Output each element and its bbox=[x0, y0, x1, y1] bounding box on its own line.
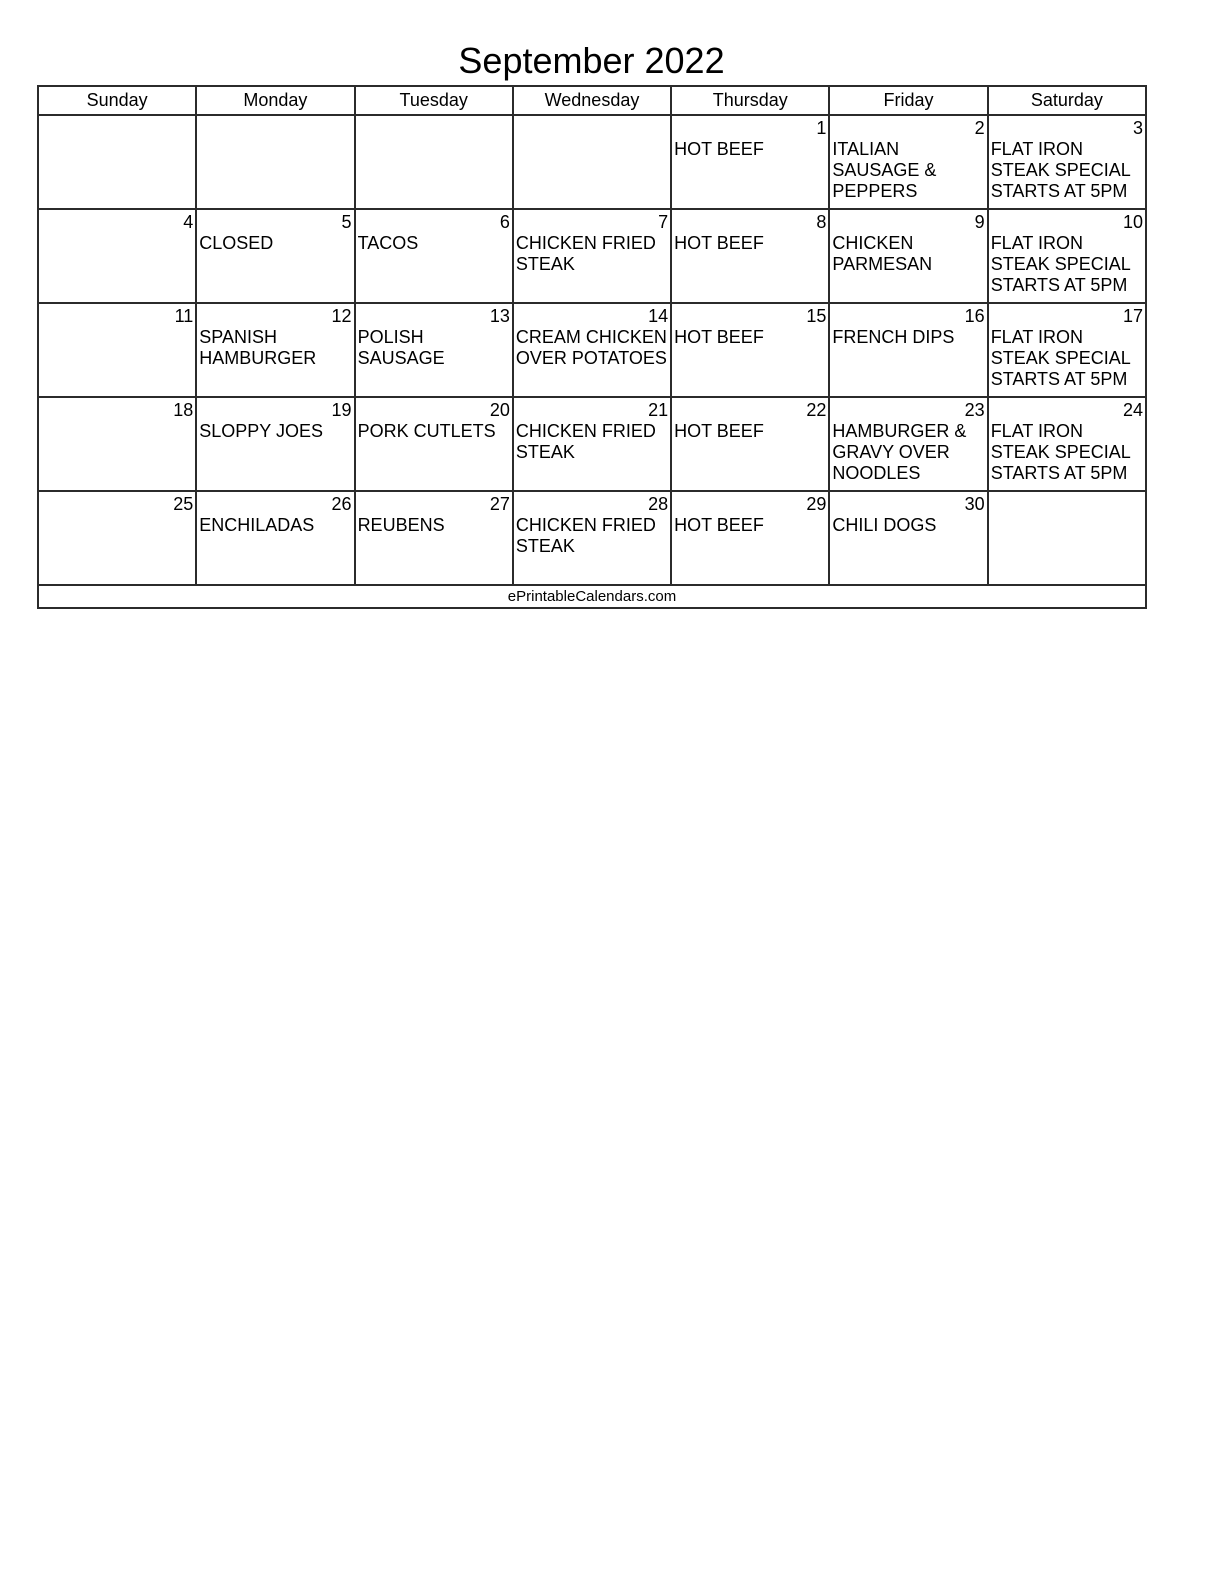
meal-entry: FLAT IRON STEAK SPECIAL STARTS AT 5PM bbox=[990, 421, 1131, 483]
day-cell-thursday bbox=[671, 303, 829, 397]
day-cell-wednesday bbox=[513, 397, 671, 491]
meal-entry: SLOPPY JOES bbox=[199, 421, 324, 441]
day-number: 10 bbox=[1122, 212, 1143, 232]
day-number: 15 bbox=[806, 306, 827, 326]
week-row bbox=[38, 491, 1146, 585]
day-cell-sunday bbox=[38, 209, 196, 303]
day-cell-monday bbox=[196, 115, 354, 209]
day-number: 22 bbox=[806, 400, 827, 420]
day-cell-sunday bbox=[38, 491, 196, 585]
week-row bbox=[38, 303, 1146, 397]
meal-entry: REUBENS bbox=[357, 515, 445, 535]
meal-entry: CLOSED bbox=[199, 233, 274, 253]
day-cell-thursday bbox=[671, 397, 829, 491]
day-cell-thursday bbox=[671, 209, 829, 303]
meal-entry: PORK CUTLETS bbox=[357, 421, 496, 441]
meal-entry: HAMBURGER & GRAVY OVER NOODLES bbox=[832, 421, 967, 483]
day-number: 23 bbox=[964, 400, 985, 420]
day-number: 17 bbox=[1122, 306, 1143, 326]
meal-entry: HOT BEEF bbox=[674, 233, 764, 253]
day-number: 4 bbox=[183, 212, 194, 232]
footer-credit: ePrintableCalendars.com bbox=[38, 585, 1146, 608]
day-number: 11 bbox=[174, 306, 194, 326]
day-number: 30 bbox=[964, 494, 985, 514]
footer-row bbox=[38, 585, 1146, 608]
day-number: 3 bbox=[1132, 118, 1143, 138]
day-number bbox=[514, 116, 670, 139]
weekday-sunday: Sunday bbox=[38, 86, 196, 115]
meal-entry: FRENCH DIPS bbox=[832, 327, 955, 347]
day-cell-tuesday bbox=[355, 397, 513, 491]
day-cell-sunday bbox=[38, 397, 196, 491]
day-cell-monday bbox=[196, 303, 354, 397]
calendar-weeks bbox=[38, 115, 1146, 585]
day-number bbox=[39, 116, 195, 139]
day-number: 14 bbox=[648, 306, 669, 326]
day-cell-saturday bbox=[988, 397, 1146, 491]
day-cell-tuesday bbox=[355, 303, 513, 397]
day-number: 27 bbox=[489, 494, 510, 514]
meal-entry: CREAM CHICKEN OVER POTATOES bbox=[515, 327, 667, 368]
day-number: 1 bbox=[816, 118, 827, 138]
day-number: 2 bbox=[974, 118, 985, 138]
day-number: 12 bbox=[331, 306, 352, 326]
week-row bbox=[38, 397, 1146, 491]
day-cell-tuesday bbox=[355, 491, 513, 585]
day-cell-wednesday bbox=[513, 115, 671, 209]
day-cell-wednesday bbox=[513, 209, 671, 303]
day-number: 24 bbox=[1122, 400, 1143, 420]
day-number: 5 bbox=[341, 212, 352, 232]
day-cell-friday bbox=[829, 209, 987, 303]
day-number: 28 bbox=[648, 494, 669, 514]
day-number bbox=[197, 116, 353, 139]
day-number: 26 bbox=[331, 494, 352, 514]
day-cell-tuesday bbox=[355, 115, 513, 209]
day-number: 20 bbox=[489, 400, 510, 420]
meal-entry: CHICKEN FRIED STEAK bbox=[515, 233, 656, 274]
day-cell-saturday bbox=[988, 209, 1146, 303]
day-number: 18 bbox=[173, 400, 194, 420]
weekday-saturday: Saturday bbox=[988, 86, 1146, 115]
day-number: 8 bbox=[816, 212, 827, 232]
day-cell-monday bbox=[196, 491, 354, 585]
day-number: 7 bbox=[658, 212, 669, 232]
calendar-grid bbox=[37, 85, 1147, 609]
day-cell-sunday bbox=[38, 303, 196, 397]
day-number: 19 bbox=[331, 400, 352, 420]
day-number: 16 bbox=[964, 306, 985, 326]
meal-entry: FLAT IRON STEAK SPECIAL STARTS AT 5PM bbox=[990, 139, 1131, 201]
day-cell-saturday bbox=[988, 115, 1146, 209]
day-cell-thursday bbox=[671, 115, 829, 209]
day-cell-friday bbox=[829, 115, 987, 209]
day-number: 6 bbox=[499, 212, 510, 232]
meal-entry: ENCHILADAS bbox=[199, 515, 315, 535]
day-cell-friday bbox=[829, 397, 987, 491]
meal-entry: HOT BEEF bbox=[674, 421, 764, 441]
weekday-monday: Monday bbox=[196, 86, 354, 115]
meal-entry: HOT BEEF bbox=[674, 327, 764, 347]
day-cell-monday bbox=[196, 209, 354, 303]
day-number: 9 bbox=[974, 212, 985, 232]
meal-entry: ITALIAN SAUSAGE & PEPPERS bbox=[832, 139, 937, 201]
weekday-wednesday: Wednesday bbox=[513, 86, 671, 115]
page-title: September 2022 bbox=[458, 40, 725, 81]
day-number: 21 bbox=[648, 400, 669, 420]
day-number: 13 bbox=[489, 306, 510, 326]
week-row bbox=[38, 209, 1146, 303]
day-cell-tuesday bbox=[355, 209, 513, 303]
day-cell-monday bbox=[196, 397, 354, 491]
meal-entry: CHICKEN FRIED STEAK bbox=[515, 421, 656, 462]
meal-entry: FLAT IRON STEAK SPECIAL STARTS AT 5PM bbox=[990, 327, 1131, 389]
day-cell-friday bbox=[829, 491, 987, 585]
meal-entry: CHICKEN PARMESAN bbox=[832, 233, 933, 274]
day-number bbox=[356, 116, 512, 139]
day-number: 25 bbox=[173, 494, 194, 514]
meal-entry: POLISH SAUSAGE bbox=[357, 327, 445, 368]
week-row bbox=[38, 115, 1146, 209]
day-number bbox=[989, 492, 1145, 515]
day-number: 29 bbox=[806, 494, 827, 514]
meal-entry: CHILI DOGS bbox=[832, 515, 937, 535]
weekday-tuesday: Tuesday bbox=[355, 86, 513, 115]
meal-entry: FLAT IRON STEAK SPECIAL STARTS AT 5PM bbox=[990, 233, 1131, 295]
day-cell-wednesday bbox=[513, 303, 671, 397]
weekday-thursday: Thursday bbox=[671, 86, 829, 115]
day-cell-saturday bbox=[988, 303, 1146, 397]
day-cell-thursday bbox=[671, 491, 829, 585]
day-cell-wednesday bbox=[513, 491, 671, 585]
day-cell-sunday bbox=[38, 115, 196, 209]
meal-entry: CHICKEN FRIED STEAK bbox=[515, 515, 656, 556]
day-cell-saturday bbox=[988, 491, 1146, 585]
meal-entry: HOT BEEF bbox=[674, 515, 764, 535]
day-cell-friday bbox=[829, 303, 987, 397]
meal-entry: SPANISH HAMBURGER bbox=[199, 327, 317, 368]
meal-entry: TACOS bbox=[357, 233, 419, 253]
weekday-header-row bbox=[38, 86, 1146, 115]
meal-entry: HOT BEEF bbox=[674, 139, 764, 159]
weekday-friday: Friday bbox=[829, 86, 987, 115]
